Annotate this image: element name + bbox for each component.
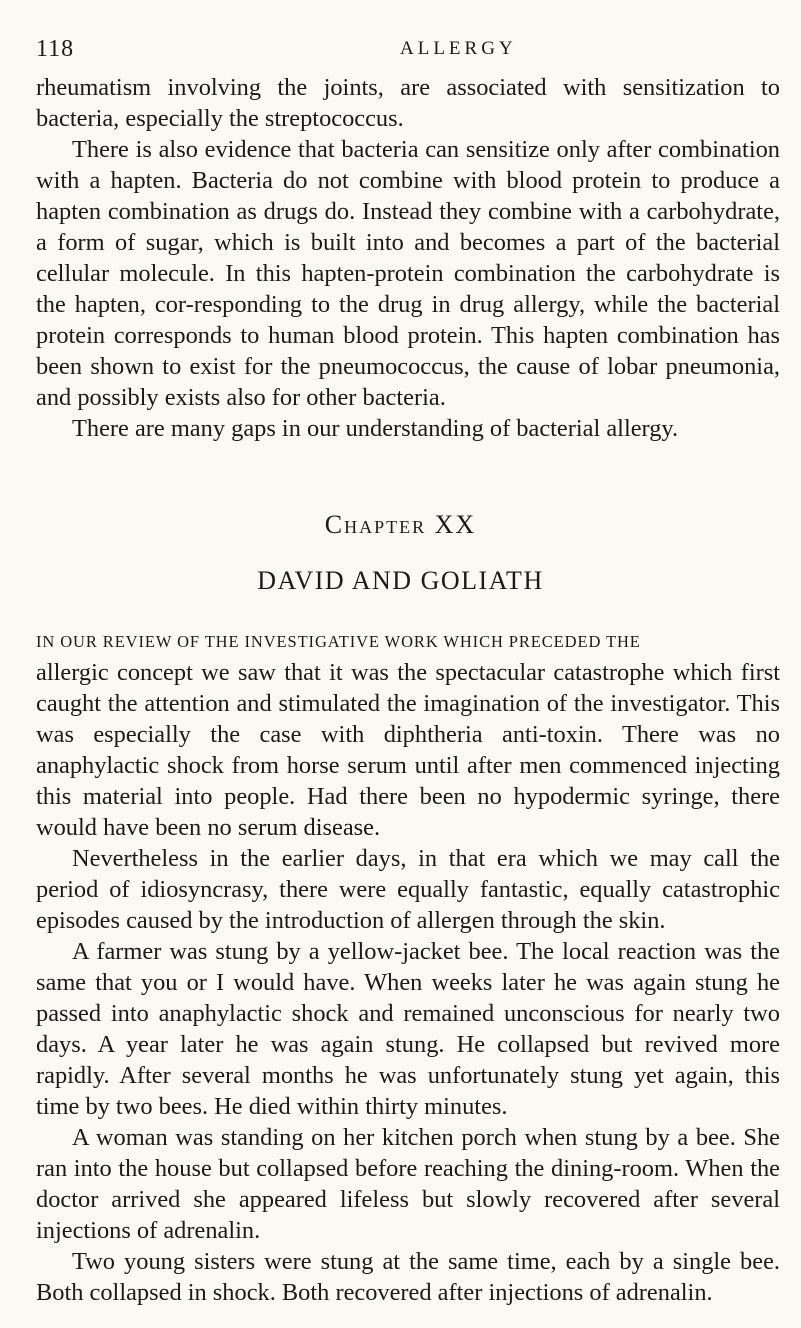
chapter-body-text <box>36 624 780 1308</box>
paragraph: Two young sisters were stung at the same time, each by a single bee. Both collapsed in shock. Both recovered after injections of adrenalin. <box>36 1248 780 1306</box>
running-title: ALLERGY <box>400 38 517 59</box>
chapter-number: Chapter XX <box>324 510 477 539</box>
paragraph: rheumatism involving the joints, are associated with sensitization to bacteria, especially the streptococcus. <box>36 74 780 132</box>
running-head <box>36 36 765 66</box>
paragraph: There is also evidence that bacteria can sensitize only after combination with a hapten. Bacteria do not combine with blood protein to produce a hapten combination as drugs do. Instead they combine with a carbohydrate, a form of sugar, which is built into and becomes a part of the bacterial cellular molecule. In this hapten-protein combination the carbohydrate is the hapten, cor-responding to the drug in drug allergy, while the bacterial protein corresponds to human blood protein. This hapten combination has been shown to exist for the pneumococcus, the cause of lobar pneumonia, and possibly exists also for other bacteria. <box>36 136 780 411</box>
chapter-lead-in <box>36 624 780 657</box>
paragraph: A woman was standing on her kitchen porch when stung by a bee. She ran into the house but collapsed before reaching the dining-room. When the doctor arrived she appeared lifeless but slowly recovered after several injections of adrenalin. <box>36 1124 780 1244</box>
paragraph: There are many gaps in our understanding of bacterial allergy. <box>72 415 679 442</box>
lead-in-small-caps: IN OUR REVIEW OF THE INVESTIGATIVE WORK WHICH PRECEDED THE <box>36 632 641 651</box>
paragraph: Nevertheless in the earlier days, in that era which we may call the period of idiosyncrasy, there were equally fantastic, equally catastrophic episodes caused by the introduction of allergen through the skin. <box>36 845 780 934</box>
paragraph: A farmer was stung by a yellow-jacket bee. The local reaction was the same that you or I would have. When weeks later he was again stung he passed into anaphylactic shock and remained unconscious for nearly two days. A year later he was again stung. He collapsed but revived more rapidly. After several months he was unfortunately stung yet again, this time by two bees. He died within thirty minutes. <box>36 938 780 1120</box>
chapter-title: DAVID AND GOLIATH <box>257 566 544 595</box>
preceding-section-text <box>36 72 780 444</box>
paragraph: allergic concept we saw that it was the spectacular catastrophe which first caught the attention and stimulated the imagination of the investigator. This was especially the case with diphtheria anti-toxin. There was no anaphylactic shock from horse serum until after men commenced injecting this material into people. Had there been no hypodermic syringe, there would have been no serum disease. <box>36 659 780 841</box>
page-number: 118 <box>36 36 75 62</box>
